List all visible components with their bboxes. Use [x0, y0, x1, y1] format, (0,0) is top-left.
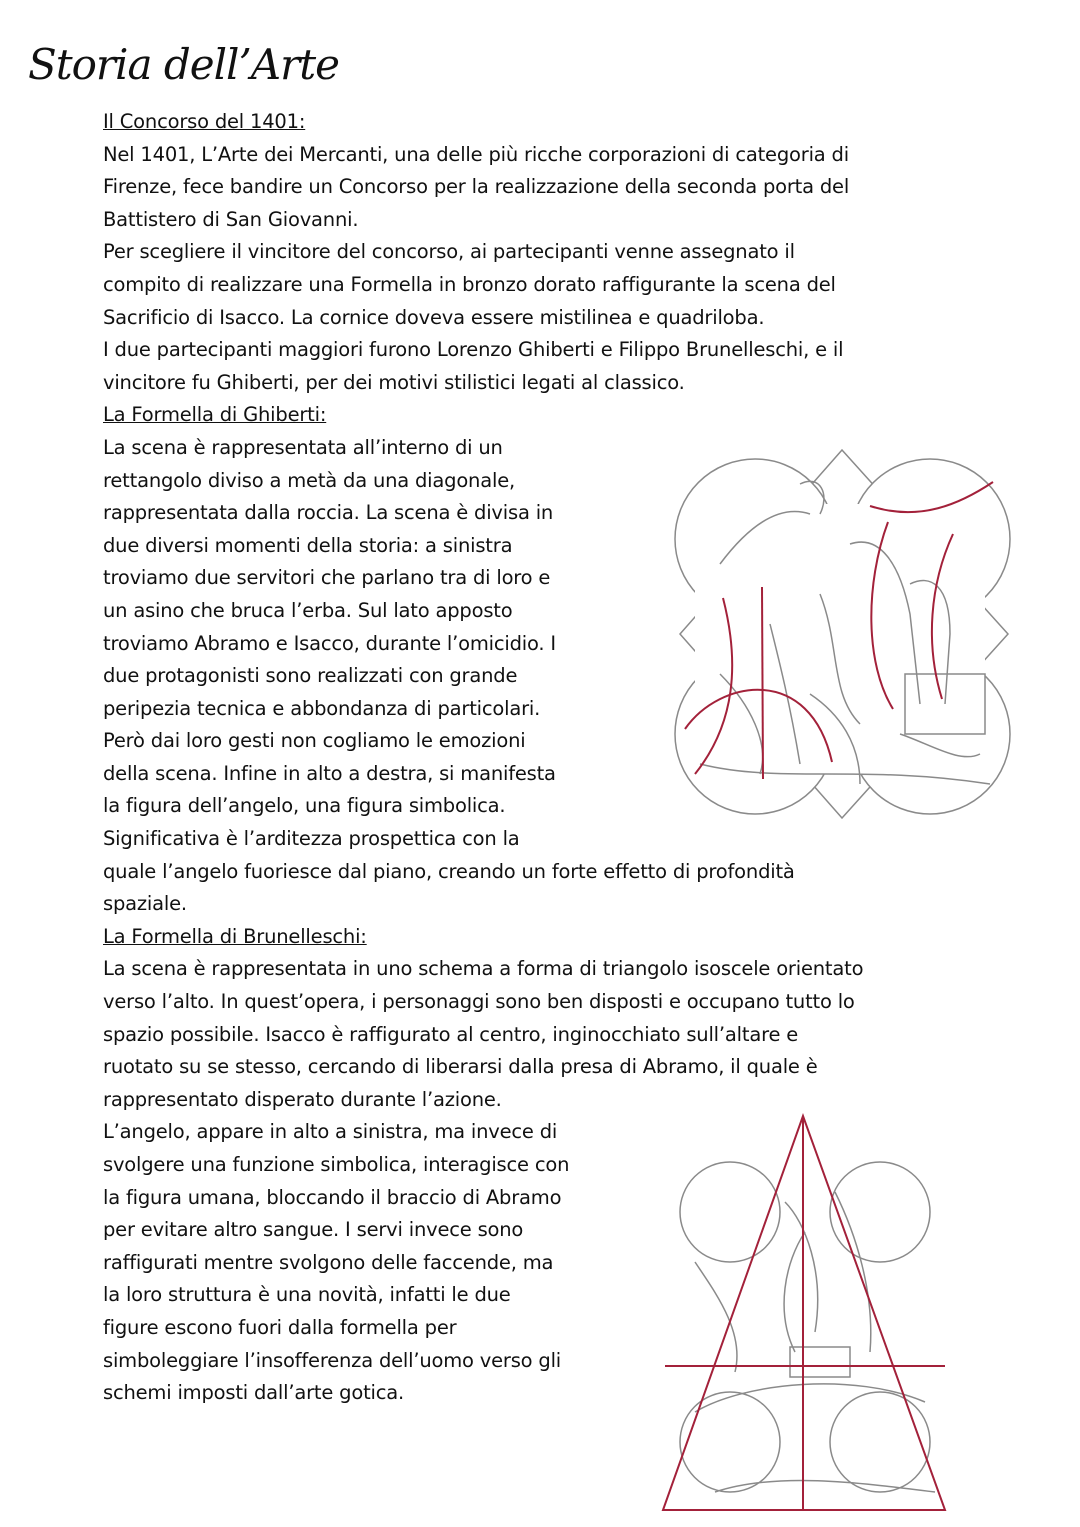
text-line: rappresentato disperato durante l’azione.: [103, 1087, 502, 1111]
text-line: due diversi momenti della storia: a sinistra: [103, 533, 513, 557]
text-line: spazio possibile. Isacco è raffigurato al centro, inginocchiato sull’altare e: [103, 1022, 799, 1046]
text-line: La scena è rappresentata in uno schema a forma di triangolo isoscele orientato: [103, 957, 864, 981]
text-line: rettangolo diviso a metà da una diagonale,: [103, 468, 515, 492]
text-line: Però dai loro gesti non cogliamo le emozioni: [103, 729, 526, 753]
text-line: troviamo Abramo e Isacco, durante l’omicidio. I: [103, 631, 556, 655]
text-line: svolgere una funzione simbolica, interagisce con: [103, 1153, 570, 1176]
text-line: Significativa è l’arditezza prospettica con la: [103, 827, 520, 851]
text-line: L’angelo, appare in alto a sinistra, ma invece di: [103, 1120, 558, 1144]
text-line: rappresentata dalla roccia. La scena è divisa in: [103, 501, 554, 525]
text-line: Sacrificio di Isacco. La cornice doveva essere mistilinea e quadriloba.: [103, 305, 765, 329]
ghiberti-formella-illustration: [660, 444, 1020, 824]
text-line: peripezia tecnica e abbondanza di particolari.: [103, 696, 541, 720]
text-line: figure escono fuori dalla formella per: [103, 1315, 457, 1339]
text-line: la loro struttura è una novità, infatti le due: [103, 1283, 511, 1307]
text-line: spaziale.: [103, 892, 187, 916]
page-title: Storia dell’Arte: [28, 40, 339, 89]
section-heading: La Formella di Brunelleschi:: [103, 924, 367, 948]
text-line: troviamo due servitori che parlano tra di loro e: [103, 566, 551, 590]
text-line: raffigurati mentre svolgono delle faccende, ma: [103, 1250, 554, 1274]
text-line: della scena. Infine in alto a destra, si manifesta: [103, 761, 556, 785]
section-heading: La Formella di Ghiberti:: [103, 403, 327, 427]
text-line: compito di realizzare una Formella in bronzo dorato raffigurante la scena del: [103, 272, 836, 296]
text-line: due protagonisti sono realizzati con grande: [103, 664, 518, 688]
text-line: la figura umana, bloccando il braccio di Abramo: [103, 1185, 562, 1209]
text-line: I due partecipanti maggiori furono Lorenzo Ghiberti e Filippo Brunelleschi, e il: [103, 338, 844, 362]
text-line: simboleggiare l’insofferenza dell’uomo verso gli: [103, 1348, 562, 1372]
text-line: ruotato su se stesso, cercando di liberarsi dalla presa di Abramo, il quale è: [103, 1055, 818, 1079]
text-line: La scena è rappresentata all’interno di un: [103, 435, 503, 459]
text-line: Per scegliere il vincitore del concorso, ai partecipanti venne assegnato il: [103, 240, 795, 264]
text-line: verso l’alto. In quest’opera, i personaggi sono ben disposti e occupano tutto lo: [103, 990, 855, 1014]
text-line: vincitore fu Ghiberti, per dei motivi stilistici legati al classico.: [103, 370, 685, 394]
text-line: Firenze, fece bandire un Concorso per la realizzazione della seconda porta del: [103, 175, 850, 199]
text-line: Nel 1401, L’Arte dei Mercanti, una delle più ricche corporazioni di categoria di: [103, 142, 849, 166]
text-line: per evitare altro sangue. I servi invece sono: [103, 1218, 524, 1242]
text-line: la figura dell’angelo, una figura simbolica.: [103, 794, 506, 818]
text-line: Battistero di San Giovanni.: [103, 207, 359, 231]
section-heading: Il Concorso del 1401:: [103, 110, 306, 133]
text-line: quale l’angelo fuoriesce dal piano, creando un forte effetto di profondità: [103, 859, 795, 883]
brunelleschi-formella-illustration: [655, 1112, 955, 1522]
text-line: schemi imposti dall’arte gotica.: [103, 1381, 405, 1405]
text-line: un asino che bruca l’erba. Sul lato apposto: [103, 598, 513, 622]
